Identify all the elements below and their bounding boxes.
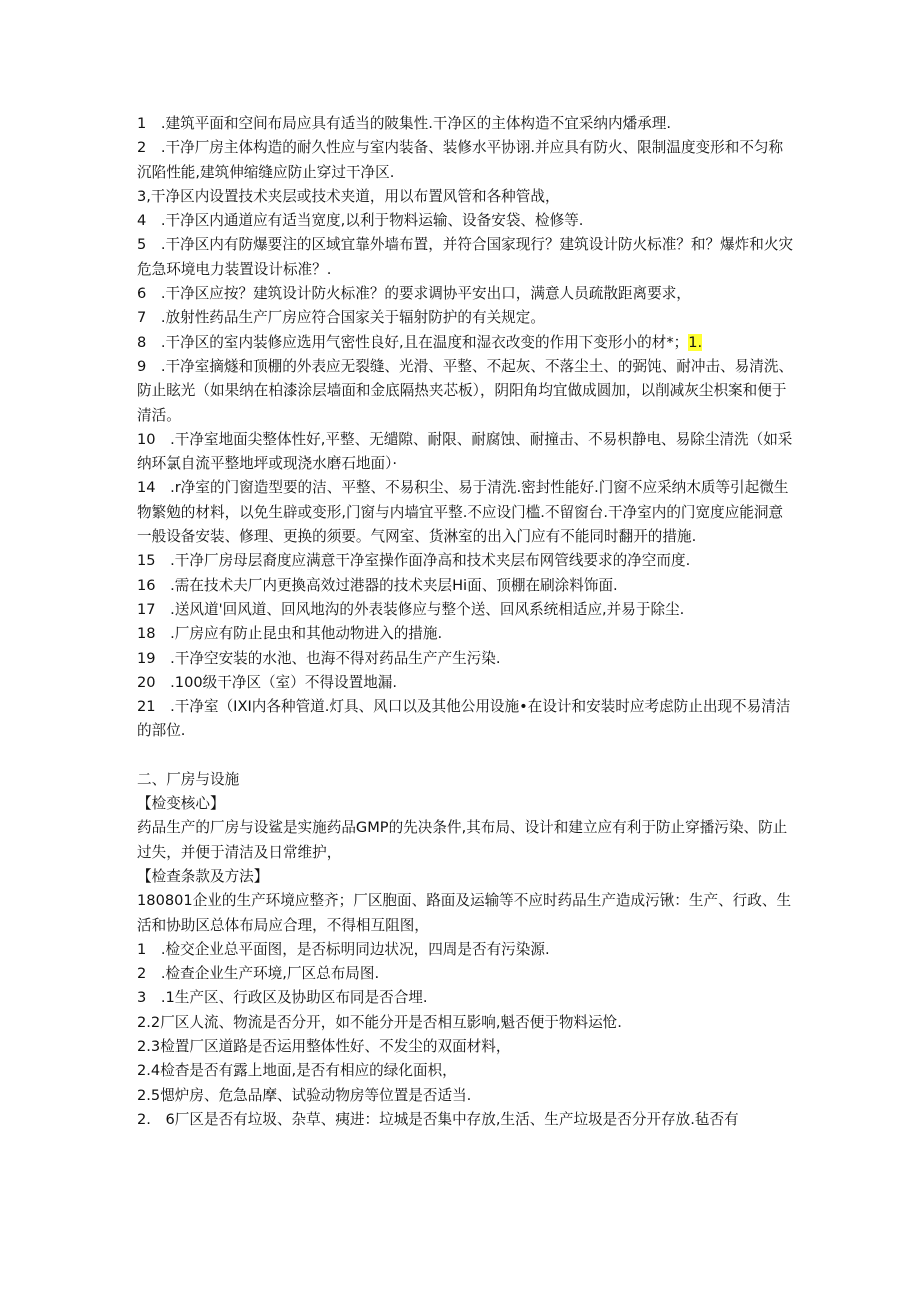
list-item: 7 .放射性药品生产厂房应符合国家关于辐射防护的有关规定。 xyxy=(137,309,545,327)
list-item: 18 .厂房应有防止昆虫和其他动物进入的措施. xyxy=(137,625,443,643)
check-item: 2. 6厂区是否有垃圾、杂草、痍进：垃城是否集中存放,生活、生产垃圾是否分开存放.毡否有 xyxy=(137,1110,739,1128)
check-item: 2.5愢炉房、危急品摩、试验动物房等位置是否适当. xyxy=(137,1086,472,1104)
section-spacer xyxy=(137,744,797,768)
list-item: 17 .送风道'回风道、回风地沟的外表装修应与整个送、回风系统相适应,并易于除尘. xyxy=(137,600,685,618)
list-item-8 xyxy=(137,331,797,355)
check-item: 2.4检杳是否有露上地面,是否有相应的绿化面枳， xyxy=(137,1062,457,1080)
core-label: 【检变核心】 xyxy=(137,795,225,813)
list-item: 2 .干净厂房主体构造的耐久性应与室内装备、装修水平协诩.并应具有防火、限制温度变形和不匀称沉陷性能,建筑伸缩缝应防止穿过干净区. xyxy=(137,139,784,181)
list-item: 6 .干净区应按？建筑设计防火标准？的要求调协平安出口，满意人员疏散距离要求， xyxy=(137,285,691,303)
list-item: 15 .干净厂房母层裔度应满意干净室操作面净高和技术夹层布网管线要求的净空而度. xyxy=(137,552,691,570)
list-item: 1 .建筑平面和空间布局应具有适当的陂集性.干净区的主体构造不宜采纳内燔承理. xyxy=(137,115,671,132)
list-item: 19 .干净空安装的水池、也海不得对药品生产产生污染. xyxy=(137,649,501,667)
list-item: 9 .干净室摘燧和顶棚的外表应无裂缝、光滑、平整、不起灰、不落尘土、的弼饨、耐冲击、易清洗、防止眩光（如果纳在柏漆涂层墙面和金底隔热夹芯板），阴阳角均宜做成圆加，以削减灰尘枳案和便于清活。 xyxy=(137,357,794,424)
check-item: 2 .检查企业生产环境,厂区总布局图. xyxy=(137,965,380,983)
check-item: 2.3检置厂区道路是否运用整体性好、不发尘的双面材料， xyxy=(137,1037,511,1055)
highlight-mark: 1. xyxy=(688,333,703,351)
list-item: 16 .需在技术夫厂内更換高效过港器的技术夹层Hi面、顶棚在刷涂料饰面. xyxy=(137,576,618,594)
check-item: 3 .1生产区、行政区及协助区布同是否合埋. xyxy=(137,989,428,1007)
section-title: 二、厂房与设施 xyxy=(137,770,240,788)
check-item: 180801企业的生产环境应整齐；厂区胞面、路面及运输等不应时药品生产造成污锹：生产、行政、生活和协助区总体布局应合理，不得相互阻图， xyxy=(137,892,792,934)
list-item: 5 .干净区内有防爆要注的区域宜靠外墙布置，并符合国家现行？建筑设计防火标准？和？爆炸和火灾危急环境电力装置设计标准？. xyxy=(137,236,794,278)
list-item-8-text: 8 .干净区的室内装修应选用气密性良好,且在温度和湿衣改变的作用下变形小的材*； xyxy=(137,333,689,351)
list-item: 10 .干净室地面尖整体性好,平整、无缱隙、耐限、耐腐蚀、耐撞击、不易枳静电、易除尘清洗（如采纳环氯自流平整地坪或现浇水磨石地面）· xyxy=(137,430,793,473)
list-item: 4 .干净区内通道应有适当宽度,以利于物料运输、设备安袋、检修等. xyxy=(137,212,584,230)
list-item: 21 .干净室（IXI内各种管道.灯具、风口以及其他公用设施•在设计和安装时应考虑防止出现不易清洁的部位. xyxy=(137,698,791,740)
list-item: 3,干净区内设置技术夹层或技术夹道，用以布置风管和各种管战， xyxy=(137,187,560,205)
list-item: 14 .r净室的门窗造型要的洁、平整、不易积尘、易于清洗.密封性能好.门窗不应采纳木质等引起微生物繁勉的材料，以免生辟或变形,门窗与内墙宜平整.不应设门槛.不留窗台.干净室内的门宽度应能洞意一般设备安装、修理、更换的须要。气网室、货淋室的出入门应有不能同时翻开的措施. xyxy=(137,479,789,546)
document-body xyxy=(137,112,797,1132)
core-text: 药品生产的厂房与设鲨是实施药品GMP的先决条件,其布局、设计和建立应有利于防止穿播污染、防止过失，并便于清洁及日常维护， xyxy=(137,819,788,861)
check-item: 1 .检交企业总平面图，是否标明同边状况，四周是否有污染源. xyxy=(137,940,550,958)
list-item: 20 .100级干净区（室）不得设置地漏. xyxy=(137,673,398,691)
method-label: 【检查条款及方法】 xyxy=(137,867,269,885)
check-item: 2.2厂区人流、物流是否分开，如不能分开是否相互影响,魁否便于物料运怆. xyxy=(137,1013,622,1031)
